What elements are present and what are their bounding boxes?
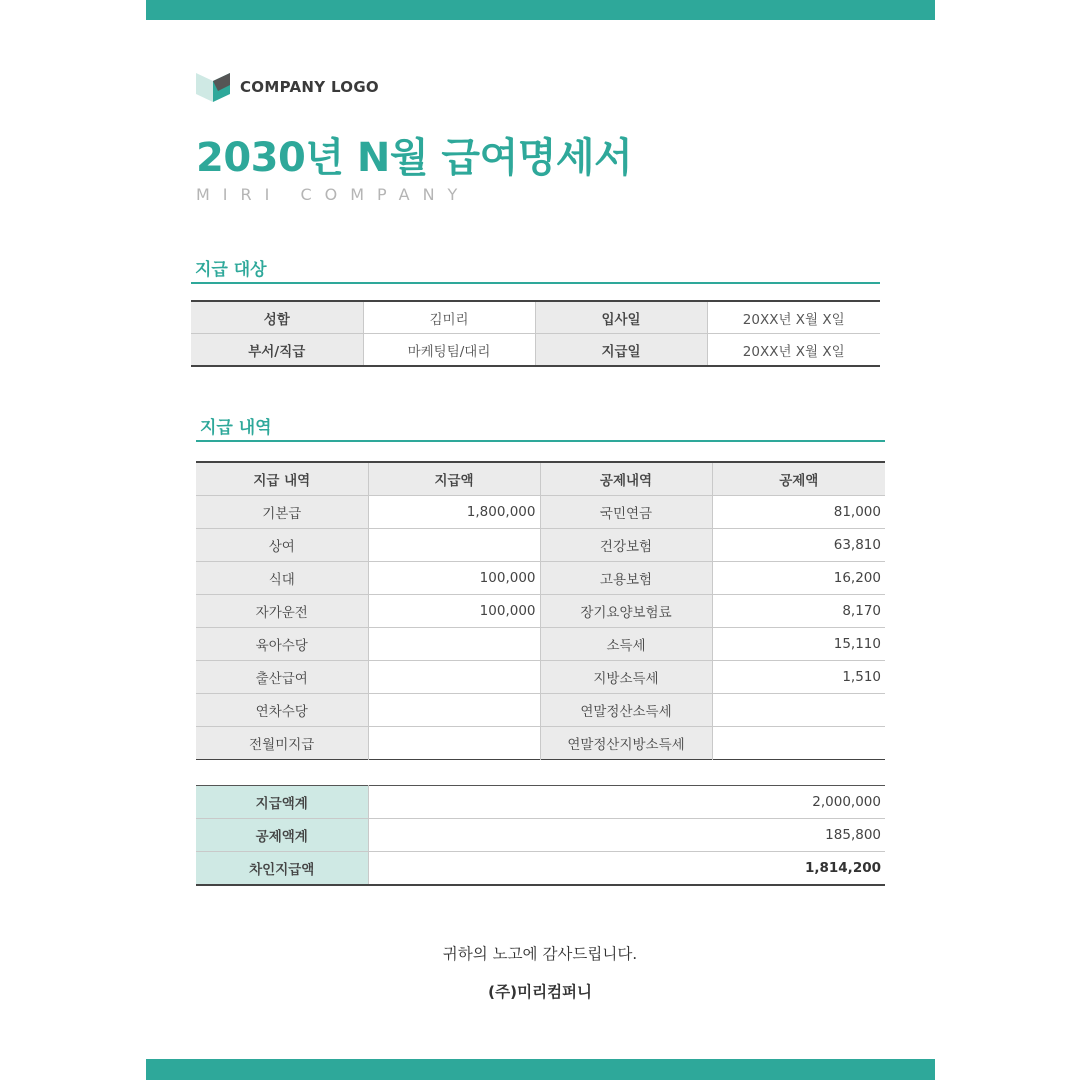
bottom-accent-band xyxy=(146,1059,935,1080)
dept-label: 부서/직급 xyxy=(191,334,363,367)
table-row xyxy=(196,727,885,760)
company-logo xyxy=(196,71,379,102)
name-label: 성함 xyxy=(191,301,363,334)
pay-amount xyxy=(368,628,540,661)
table-row xyxy=(191,334,880,367)
footer-thanks: 귀하의 노고에 감사드립니다. xyxy=(442,945,638,963)
total-pay-label: 지급액계 xyxy=(196,786,368,819)
column-header: 공제액 xyxy=(712,462,885,496)
logo-cube-icon xyxy=(196,71,230,103)
pay-item: 출산급여 xyxy=(196,661,368,694)
pay-amount xyxy=(368,529,540,562)
pay-item: 전월미지급 xyxy=(196,727,368,760)
total-pay-value: 2,000,000 xyxy=(368,786,885,819)
pay-amount: 100,000 xyxy=(368,562,540,595)
recipient-section-title: 지급 대상 xyxy=(195,260,267,280)
summary-table xyxy=(196,785,885,886)
column-header: 공제내역 xyxy=(540,462,712,496)
recipient-section-divider xyxy=(191,282,880,284)
page-subtitle: MIRI COMPANY xyxy=(196,185,471,204)
table-row xyxy=(196,694,885,727)
pay-item: 육아수당 xyxy=(196,628,368,661)
pay-item: 자가운전 xyxy=(196,595,368,628)
payment-table xyxy=(196,461,885,760)
recipient-table xyxy=(191,300,880,367)
total-deduction-label: 공제액계 xyxy=(196,819,368,852)
deduction-item: 지방소득세 xyxy=(540,661,712,694)
pay-item: 식대 xyxy=(196,562,368,595)
pay-amount: 1,800,000 xyxy=(368,496,540,529)
deduction-amount: 16,200 xyxy=(712,562,885,595)
column-header: 지급 내역 xyxy=(196,462,368,496)
pay-item: 상여 xyxy=(196,529,368,562)
table-row xyxy=(196,852,885,886)
table-row xyxy=(196,628,885,661)
table-row xyxy=(196,529,885,562)
deduction-amount: 81,000 xyxy=(712,496,885,529)
deduction-amount xyxy=(712,694,885,727)
pay-date-value: 20XX년 X월 X일 xyxy=(707,334,880,367)
deduction-item: 장기요양보험료 xyxy=(540,595,712,628)
payment-section-divider xyxy=(196,440,885,442)
deduction-item: 건강보험 xyxy=(540,529,712,562)
table-header-row xyxy=(196,462,885,496)
table-row xyxy=(196,496,885,529)
pay-item: 연차수당 xyxy=(196,694,368,727)
top-accent-band xyxy=(146,0,935,20)
dept-value: 마케팅팀/대리 xyxy=(363,334,535,367)
pay-amount xyxy=(368,727,540,760)
deduction-item: 소득세 xyxy=(540,628,712,661)
deduction-amount: 63,810 xyxy=(712,529,885,562)
hire-date-label: 입사일 xyxy=(535,301,707,334)
deduction-item: 연말정산소득세 xyxy=(540,694,712,727)
table-row xyxy=(196,661,885,694)
table-row xyxy=(191,301,880,334)
pay-amount xyxy=(368,661,540,694)
pay-item: 기본급 xyxy=(196,496,368,529)
payment-section-title: 지급 내역 xyxy=(200,418,272,438)
logo-text: COMPANY LOGO xyxy=(240,77,379,96)
table-row xyxy=(196,562,885,595)
pay-amount: 100,000 xyxy=(368,595,540,628)
hire-date-value: 20XX년 X월 X일 xyxy=(707,301,880,334)
net-pay-label: 차인지급액 xyxy=(196,852,368,886)
total-deduction-value: 185,800 xyxy=(368,819,885,852)
deduction-amount: 1,510 xyxy=(712,661,885,694)
deduction-item: 국민연금 xyxy=(540,496,712,529)
deduction-item: 고용보험 xyxy=(540,562,712,595)
deduction-item: 연말정산지방소득세 xyxy=(540,727,712,760)
deduction-amount: 15,110 xyxy=(712,628,885,661)
name-value: 김미리 xyxy=(363,301,535,334)
table-row xyxy=(196,595,885,628)
pay-date-label: 지급일 xyxy=(535,334,707,367)
column-header: 지급액 xyxy=(368,462,540,496)
table-row xyxy=(196,819,885,852)
pay-amount xyxy=(368,694,540,727)
page-title: 2030년 N월 급여명세서 xyxy=(196,135,633,181)
table-row xyxy=(196,786,885,819)
net-pay-value: 1,814,200 xyxy=(368,852,885,886)
deduction-amount: 8,170 xyxy=(712,595,885,628)
footer-company: (주)미리컴퍼니 xyxy=(487,983,592,1001)
deduction-amount xyxy=(712,727,885,760)
